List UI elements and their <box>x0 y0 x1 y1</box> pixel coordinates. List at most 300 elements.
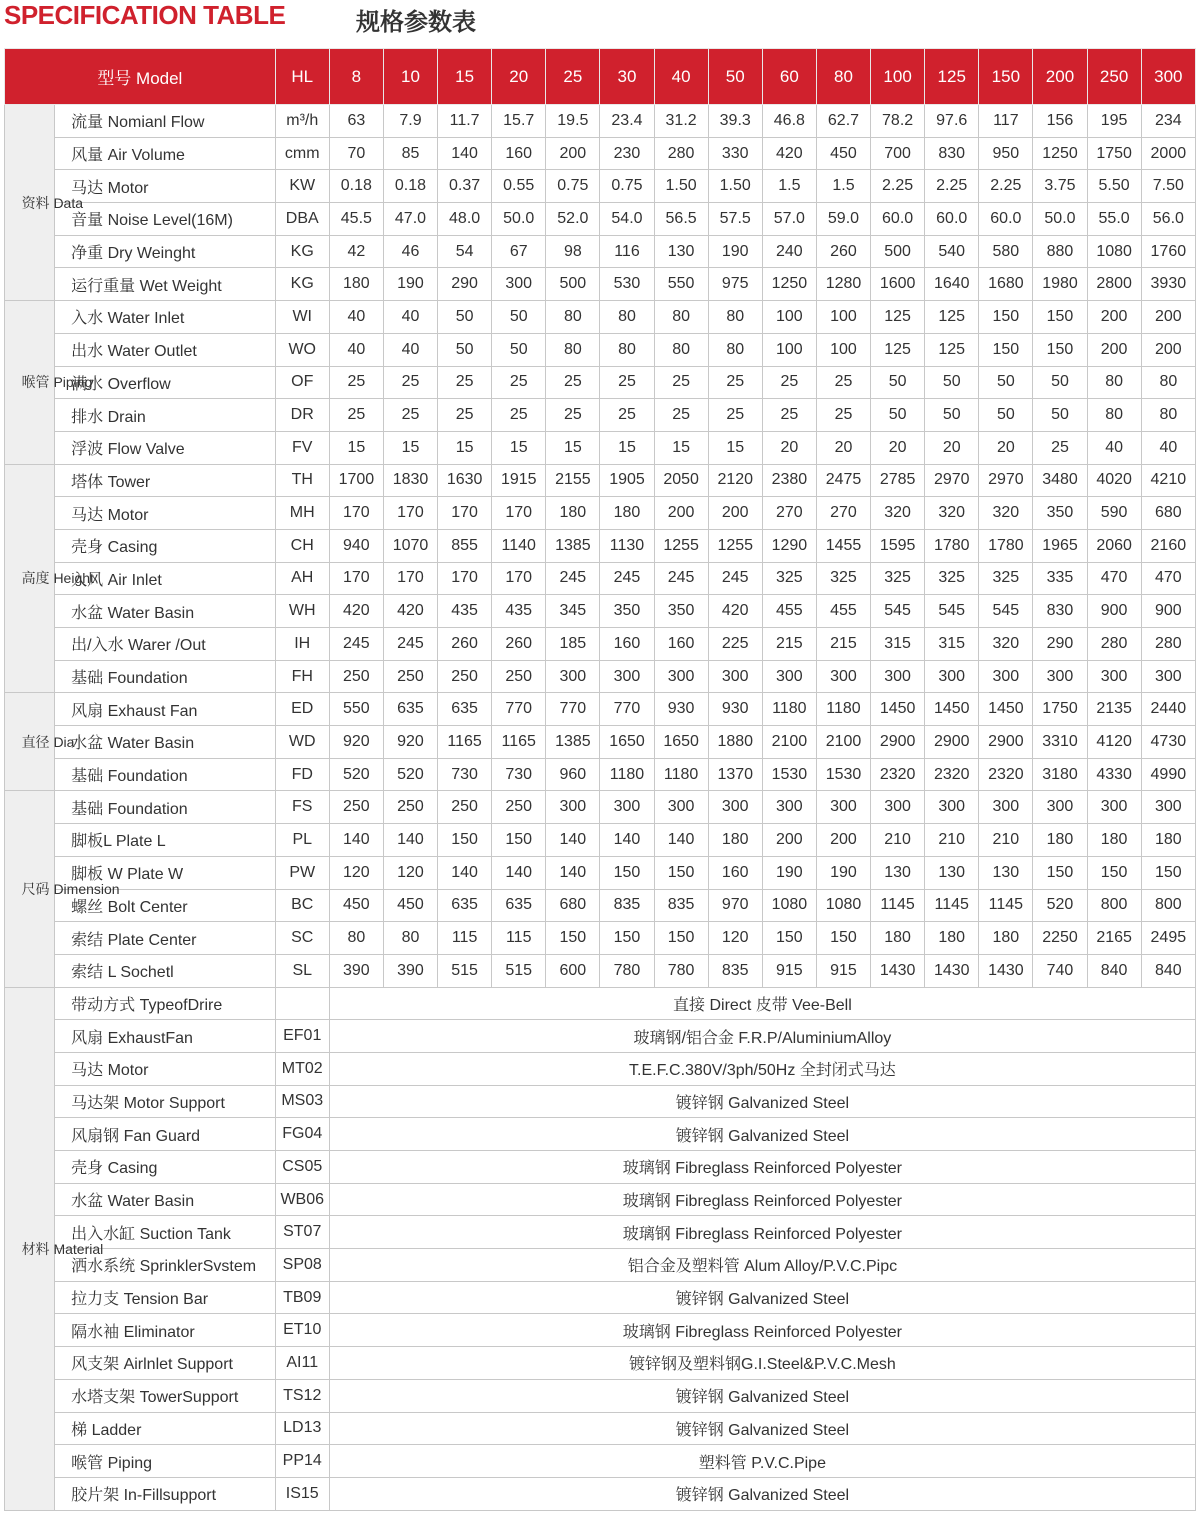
material-code: IS15 <box>275 1477 329 1510</box>
row-label: 流量 Nomianl Flow <box>55 105 276 138</box>
row-label: 音量 Noise Level(16M) <box>55 203 276 236</box>
value-cell: 160 <box>708 856 762 889</box>
value-cell: 545 <box>979 595 1033 628</box>
row-label: 出/入水 Warer /Out <box>55 628 276 661</box>
value-cell: 1830 <box>383 464 437 497</box>
value-cell: 300 <box>492 268 546 301</box>
value-cell: 80 <box>708 333 762 366</box>
value-cell: 50 <box>925 366 979 399</box>
value-cell: 80 <box>654 301 708 334</box>
value-cell: 635 <box>492 889 546 922</box>
value-cell: 170 <box>438 562 492 595</box>
value-cell: 225 <box>708 628 762 661</box>
value-cell: 180 <box>329 268 383 301</box>
value-cell: 150 <box>762 922 816 955</box>
value-cell: 1780 <box>979 529 1033 562</box>
value-cell: 200 <box>546 137 600 170</box>
value-cell: 780 <box>600 954 654 987</box>
value-cell: 315 <box>871 628 925 661</box>
value-cell: 40 <box>329 333 383 366</box>
value-cell: 180 <box>925 922 979 955</box>
group-label <box>5 105 84 301</box>
value-cell: 190 <box>816 856 870 889</box>
table-row <box>5 170 1196 203</box>
material-code: TS12 <box>275 1379 329 1412</box>
value-cell: 1600 <box>871 268 925 301</box>
value-cell: 1650 <box>654 726 708 759</box>
value-cell: 1530 <box>762 758 816 791</box>
value-cell: 25 <box>816 366 870 399</box>
table-row <box>5 889 1196 922</box>
value-cell: 150 <box>1087 856 1141 889</box>
value-cell: 960 <box>546 758 600 791</box>
value-cell: 300 <box>979 791 1033 824</box>
value-cell: 180 <box>979 922 1033 955</box>
table-row <box>5 660 1196 693</box>
value-cell: 290 <box>1033 628 1087 661</box>
value-cell: 1595 <box>871 529 925 562</box>
value-cell: 25 <box>708 399 762 432</box>
row-unit: m³/h <box>275 105 329 138</box>
row-label: 马达 Motor <box>55 497 276 530</box>
row-unit: WO <box>275 333 329 366</box>
value-cell: 2.25 <box>925 170 979 203</box>
value-cell: 345 <box>546 595 600 628</box>
value-cell: 70 <box>329 137 383 170</box>
value-cell: 2.25 <box>979 170 1033 203</box>
value-cell: 830 <box>1033 595 1087 628</box>
value-cell: 150 <box>654 922 708 955</box>
value-cell: 46 <box>383 235 437 268</box>
value-cell: 520 <box>383 758 437 791</box>
row-label: 水盆 Water Basin <box>55 595 276 628</box>
value-cell: 25 <box>438 366 492 399</box>
material-label: 水盆 Water Basin <box>55 1183 276 1216</box>
value-cell: 1.5 <box>762 170 816 203</box>
table-row <box>5 497 1196 530</box>
value-cell: 1750 <box>1033 693 1087 726</box>
value-cell: 234 <box>1141 105 1195 138</box>
material-spec: 玻璃钢 Fibreglass Reinforced Polyester <box>329 1216 1195 1249</box>
value-cell: 25 <box>383 399 437 432</box>
value-cell: 195 <box>1087 105 1141 138</box>
row-unit: WH <box>275 595 329 628</box>
row-unit: MH <box>275 497 329 530</box>
value-cell: 150 <box>1033 301 1087 334</box>
material-label: 壳身 Casing <box>55 1151 276 1184</box>
material-code: MT02 <box>275 1052 329 1085</box>
value-cell: 940 <box>329 529 383 562</box>
material-label: 风支架 Airlnlet Support <box>55 1347 276 1380</box>
value-cell: 25 <box>708 366 762 399</box>
model-column-header: 250 <box>1087 49 1141 105</box>
material-code: LD13 <box>275 1412 329 1445</box>
value-cell: 40 <box>383 301 437 334</box>
value-cell: 300 <box>925 660 979 693</box>
value-cell: 47.0 <box>383 203 437 236</box>
value-cell: 455 <box>816 595 870 628</box>
value-cell: 290 <box>438 268 492 301</box>
value-cell: 1280 <box>816 268 870 301</box>
value-cell: 300 <box>546 660 600 693</box>
value-cell: 2165 <box>1087 922 1141 955</box>
value-cell: 140 <box>600 824 654 857</box>
value-cell: 325 <box>871 562 925 595</box>
table-row <box>5 693 1196 726</box>
value-cell: 160 <box>600 628 654 661</box>
material-spec: 铝合金及塑料管 Alum Alloy/P.V.C.Pipc <box>329 1249 1195 1282</box>
value-cell: 270 <box>762 497 816 530</box>
value-cell: 210 <box>925 824 979 857</box>
value-cell: 5.50 <box>1087 170 1141 203</box>
value-cell: 300 <box>1087 791 1141 824</box>
material-code: AI11 <box>275 1347 329 1380</box>
value-cell: 880 <box>1033 235 1087 268</box>
value-cell: 25 <box>329 366 383 399</box>
value-cell: 325 <box>979 562 1033 595</box>
value-cell: 215 <box>816 628 870 661</box>
value-cell: 300 <box>1087 660 1141 693</box>
value-cell: 550 <box>329 693 383 726</box>
value-cell: 170 <box>329 497 383 530</box>
title-bar <box>0 0 1200 40</box>
value-cell: 150 <box>1141 856 1195 889</box>
value-cell: 200 <box>1141 301 1195 334</box>
material-spec: 直接 Direct 皮带 Vee-Bell <box>329 987 1195 1020</box>
value-cell: 140 <box>383 824 437 857</box>
value-cell: 15 <box>654 431 708 464</box>
row-label: 基础 Foundation <box>55 660 276 693</box>
value-cell: 140 <box>438 856 492 889</box>
value-cell: 250 <box>438 660 492 693</box>
value-cell: 320 <box>979 497 1033 530</box>
value-cell: 50 <box>492 333 546 366</box>
value-cell: 545 <box>871 595 925 628</box>
value-cell: 300 <box>1141 660 1195 693</box>
value-cell: 140 <box>438 137 492 170</box>
value-cell: 1385 <box>546 726 600 759</box>
row-unit: TH <box>275 464 329 497</box>
value-cell: 2135 <box>1087 693 1141 726</box>
value-cell: 50 <box>438 333 492 366</box>
value-cell: 1430 <box>925 954 979 987</box>
value-cell: 245 <box>600 562 654 595</box>
hl-header: HL <box>275 49 329 105</box>
value-cell: 300 <box>600 660 654 693</box>
value-cell: 15 <box>383 431 437 464</box>
value-cell: 1255 <box>654 529 708 562</box>
value-cell: 80 <box>654 333 708 366</box>
value-cell: 190 <box>708 235 762 268</box>
value-cell: 15 <box>492 431 546 464</box>
model-column-header: 50 <box>708 49 762 105</box>
value-cell: 1255 <box>708 529 762 562</box>
value-cell: 300 <box>708 660 762 693</box>
value-cell: 200 <box>708 497 762 530</box>
value-cell: 40 <box>383 333 437 366</box>
value-cell: 130 <box>654 235 708 268</box>
value-cell: 1145 <box>871 889 925 922</box>
value-cell: 200 <box>1087 333 1141 366</box>
value-cell: 115 <box>492 922 546 955</box>
value-cell: 250 <box>329 660 383 693</box>
value-cell: 520 <box>329 758 383 791</box>
value-cell: 1630 <box>438 464 492 497</box>
model-column-header: 40 <box>654 49 708 105</box>
row-unit: FH <box>275 660 329 693</box>
value-cell: 250 <box>438 791 492 824</box>
row-label: 入风 Air Inlet <box>55 562 276 595</box>
material-group-label <box>5 987 104 1510</box>
value-cell: 25 <box>654 366 708 399</box>
value-cell: 1180 <box>600 758 654 791</box>
row-unit: WD <box>275 726 329 759</box>
value-cell: 2320 <box>871 758 925 791</box>
value-cell: 350 <box>1033 497 1087 530</box>
value-cell: 730 <box>438 758 492 791</box>
value-cell: 300 <box>654 791 708 824</box>
value-cell: 4020 <box>1087 464 1141 497</box>
value-cell: 100 <box>816 333 870 366</box>
value-cell: 3180 <box>1033 758 1087 791</box>
value-cell: 335 <box>1033 562 1087 595</box>
value-cell: 130 <box>871 856 925 889</box>
row-unit: AH <box>275 562 329 595</box>
value-cell: 120 <box>708 922 762 955</box>
material-label: 水塔支架 TowerSupport <box>55 1379 276 1412</box>
value-cell: 4990 <box>1141 758 1195 791</box>
material-row <box>5 1183 1196 1216</box>
value-cell: 300 <box>546 791 600 824</box>
model-column-header: 150 <box>979 49 1033 105</box>
value-cell: 4730 <box>1141 726 1195 759</box>
value-cell: 1.5 <box>816 170 870 203</box>
value-cell: 80 <box>329 922 383 955</box>
value-cell: 190 <box>762 856 816 889</box>
table-row <box>5 301 1196 334</box>
group-label-text: 资料 Data <box>21 194 84 211</box>
value-cell: 300 <box>1033 660 1087 693</box>
row-unit: KW <box>275 170 329 203</box>
row-unit: WI <box>275 301 329 334</box>
value-cell: 1145 <box>925 889 979 922</box>
value-cell: 150 <box>1033 856 1087 889</box>
material-code: PP14 <box>275 1445 329 1478</box>
value-cell: 515 <box>438 954 492 987</box>
value-cell: 150 <box>546 922 600 955</box>
value-cell: 11.7 <box>438 105 492 138</box>
model-column-header: 200 <box>1033 49 1087 105</box>
value-cell: 31.2 <box>654 105 708 138</box>
value-cell: 180 <box>1087 824 1141 857</box>
material-code: ET10 <box>275 1314 329 1347</box>
value-cell: 1370 <box>708 758 762 791</box>
value-cell: 1080 <box>1087 235 1141 268</box>
row-unit: FD <box>275 758 329 791</box>
row-label: 浮波 Flow Valve <box>55 431 276 464</box>
row-label: 风量 Air Volume <box>55 137 276 170</box>
material-label: 风扇钢 Fan Guard <box>55 1118 276 1151</box>
value-cell: 170 <box>383 497 437 530</box>
value-cell: 20 <box>979 431 1033 464</box>
value-cell: 1.50 <box>708 170 762 203</box>
value-cell: 7.9 <box>383 105 437 138</box>
value-cell: 740 <box>1033 954 1087 987</box>
material-row <box>5 1281 1196 1314</box>
value-cell: 25 <box>600 366 654 399</box>
value-cell: 455 <box>762 595 816 628</box>
value-cell: 1780 <box>925 529 979 562</box>
value-cell: 250 <box>329 791 383 824</box>
value-cell: 50 <box>925 399 979 432</box>
value-cell: 1430 <box>871 954 925 987</box>
value-cell: 2970 <box>979 464 1033 497</box>
table-row <box>5 399 1196 432</box>
material-row <box>5 1151 1196 1184</box>
value-cell: 250 <box>383 791 437 824</box>
material-code: SP08 <box>275 1249 329 1282</box>
value-cell: 1965 <box>1033 529 1087 562</box>
value-cell: 25 <box>492 399 546 432</box>
value-cell: 200 <box>762 824 816 857</box>
value-cell: 545 <box>925 595 979 628</box>
row-unit: BC <box>275 889 329 922</box>
value-cell: 515 <box>492 954 546 987</box>
value-cell: 250 <box>492 660 546 693</box>
value-cell: 4330 <box>1087 758 1141 791</box>
value-cell: 325 <box>925 562 979 595</box>
value-cell: 635 <box>383 693 437 726</box>
value-cell: 80 <box>1087 366 1141 399</box>
value-cell: 550 <box>654 268 708 301</box>
value-cell: 420 <box>762 137 816 170</box>
value-cell: 48.0 <box>438 203 492 236</box>
material-row <box>5 1477 1196 1510</box>
value-cell: 50 <box>1033 366 1087 399</box>
value-cell: 80 <box>600 333 654 366</box>
value-cell: 50 <box>871 366 925 399</box>
value-cell: 0.18 <box>383 170 437 203</box>
value-cell: 170 <box>383 562 437 595</box>
value-cell: 2380 <box>762 464 816 497</box>
value-cell: 185 <box>546 628 600 661</box>
value-cell: 25 <box>1033 431 1087 464</box>
value-cell: 2970 <box>925 464 979 497</box>
value-cell: 1880 <box>708 726 762 759</box>
row-unit: PW <box>275 856 329 889</box>
value-cell: 840 <box>1087 954 1141 987</box>
value-cell: 140 <box>546 824 600 857</box>
material-spec: 镀锌钢 Galvanized Steel <box>329 1085 1195 1118</box>
value-cell: 2.25 <box>871 170 925 203</box>
table-row <box>5 628 1196 661</box>
value-cell: 50 <box>438 301 492 334</box>
value-cell: 350 <box>600 595 654 628</box>
value-cell: 835 <box>600 889 654 922</box>
value-cell: 700 <box>871 137 925 170</box>
value-cell: 1080 <box>816 889 870 922</box>
value-cell: 1915 <box>492 464 546 497</box>
value-cell: 80 <box>546 333 600 366</box>
value-cell: 590 <box>1087 497 1141 530</box>
value-cell: 580 <box>979 235 1033 268</box>
value-cell: 2100 <box>816 726 870 759</box>
table-row <box>5 431 1196 464</box>
material-spec: 镀锌钢 Galvanized Steel <box>329 1379 1195 1412</box>
value-cell: 80 <box>708 301 762 334</box>
value-cell: 25 <box>600 399 654 432</box>
value-cell: 470 <box>1141 562 1195 595</box>
value-cell: 117 <box>979 105 1033 138</box>
material-spec: 镀锌钢 Galvanized Steel <box>329 1477 1195 1510</box>
value-cell: 300 <box>816 791 870 824</box>
value-cell: 180 <box>1141 824 1195 857</box>
value-cell: 680 <box>1141 497 1195 530</box>
value-cell: 50 <box>1033 399 1087 432</box>
value-cell: 1640 <box>925 268 979 301</box>
value-cell: 98 <box>546 235 600 268</box>
material-label: 带动方式 TypeofDrire <box>55 987 276 1020</box>
row-label: 脚板L Plate L <box>55 824 276 857</box>
value-cell: 156 <box>1033 105 1087 138</box>
value-cell: 180 <box>546 497 600 530</box>
table-row <box>5 562 1196 595</box>
row-label: 塔体 Tower <box>55 464 276 497</box>
value-cell: 150 <box>1033 333 1087 366</box>
table-row <box>5 529 1196 562</box>
value-cell: 25 <box>383 366 437 399</box>
value-cell: 45.5 <box>329 203 383 236</box>
row-unit: cmm <box>275 137 329 170</box>
header-row <box>5 49 1196 105</box>
table-row <box>5 137 1196 170</box>
value-cell: 1180 <box>816 693 870 726</box>
value-cell: 1180 <box>762 693 816 726</box>
material-spec: 玻璃钢 Fibreglass Reinforced Polyester <box>329 1151 1195 1184</box>
value-cell: 1450 <box>979 693 1033 726</box>
value-cell: 520 <box>1033 889 1087 922</box>
value-cell: 240 <box>762 235 816 268</box>
value-cell: 180 <box>871 922 925 955</box>
value-cell: 19.5 <box>546 105 600 138</box>
value-cell: 50 <box>979 399 1033 432</box>
material-row <box>5 1052 1196 1085</box>
material-row <box>5 1314 1196 1347</box>
material-code: WB06 <box>275 1183 329 1216</box>
value-cell: 280 <box>1087 628 1141 661</box>
table-row <box>5 105 1196 138</box>
value-cell: 40 <box>1087 431 1141 464</box>
value-cell: 25 <box>654 399 708 432</box>
value-cell: 920 <box>329 726 383 759</box>
value-cell: 1430 <box>979 954 1033 987</box>
value-cell: 1700 <box>329 464 383 497</box>
value-cell: 25 <box>329 399 383 432</box>
value-cell: 2320 <box>925 758 979 791</box>
table-row <box>5 235 1196 268</box>
value-cell: 46.8 <box>762 105 816 138</box>
table-row <box>5 758 1196 791</box>
material-spec: 玻璃钢 Fibreglass Reinforced Polyester <box>329 1183 1195 1216</box>
row-label: 入水 Water Inlet <box>55 301 276 334</box>
value-cell: 1980 <box>1033 268 1087 301</box>
material-spec: 镀锌钢及塑料钢G.I.Steel&P.V.C.Mesh <box>329 1347 1195 1380</box>
value-cell: 320 <box>979 628 1033 661</box>
value-cell: 125 <box>871 301 925 334</box>
table-row <box>5 268 1196 301</box>
value-cell: 7.50 <box>1141 170 1195 203</box>
material-code: EF01 <box>275 1020 329 1053</box>
